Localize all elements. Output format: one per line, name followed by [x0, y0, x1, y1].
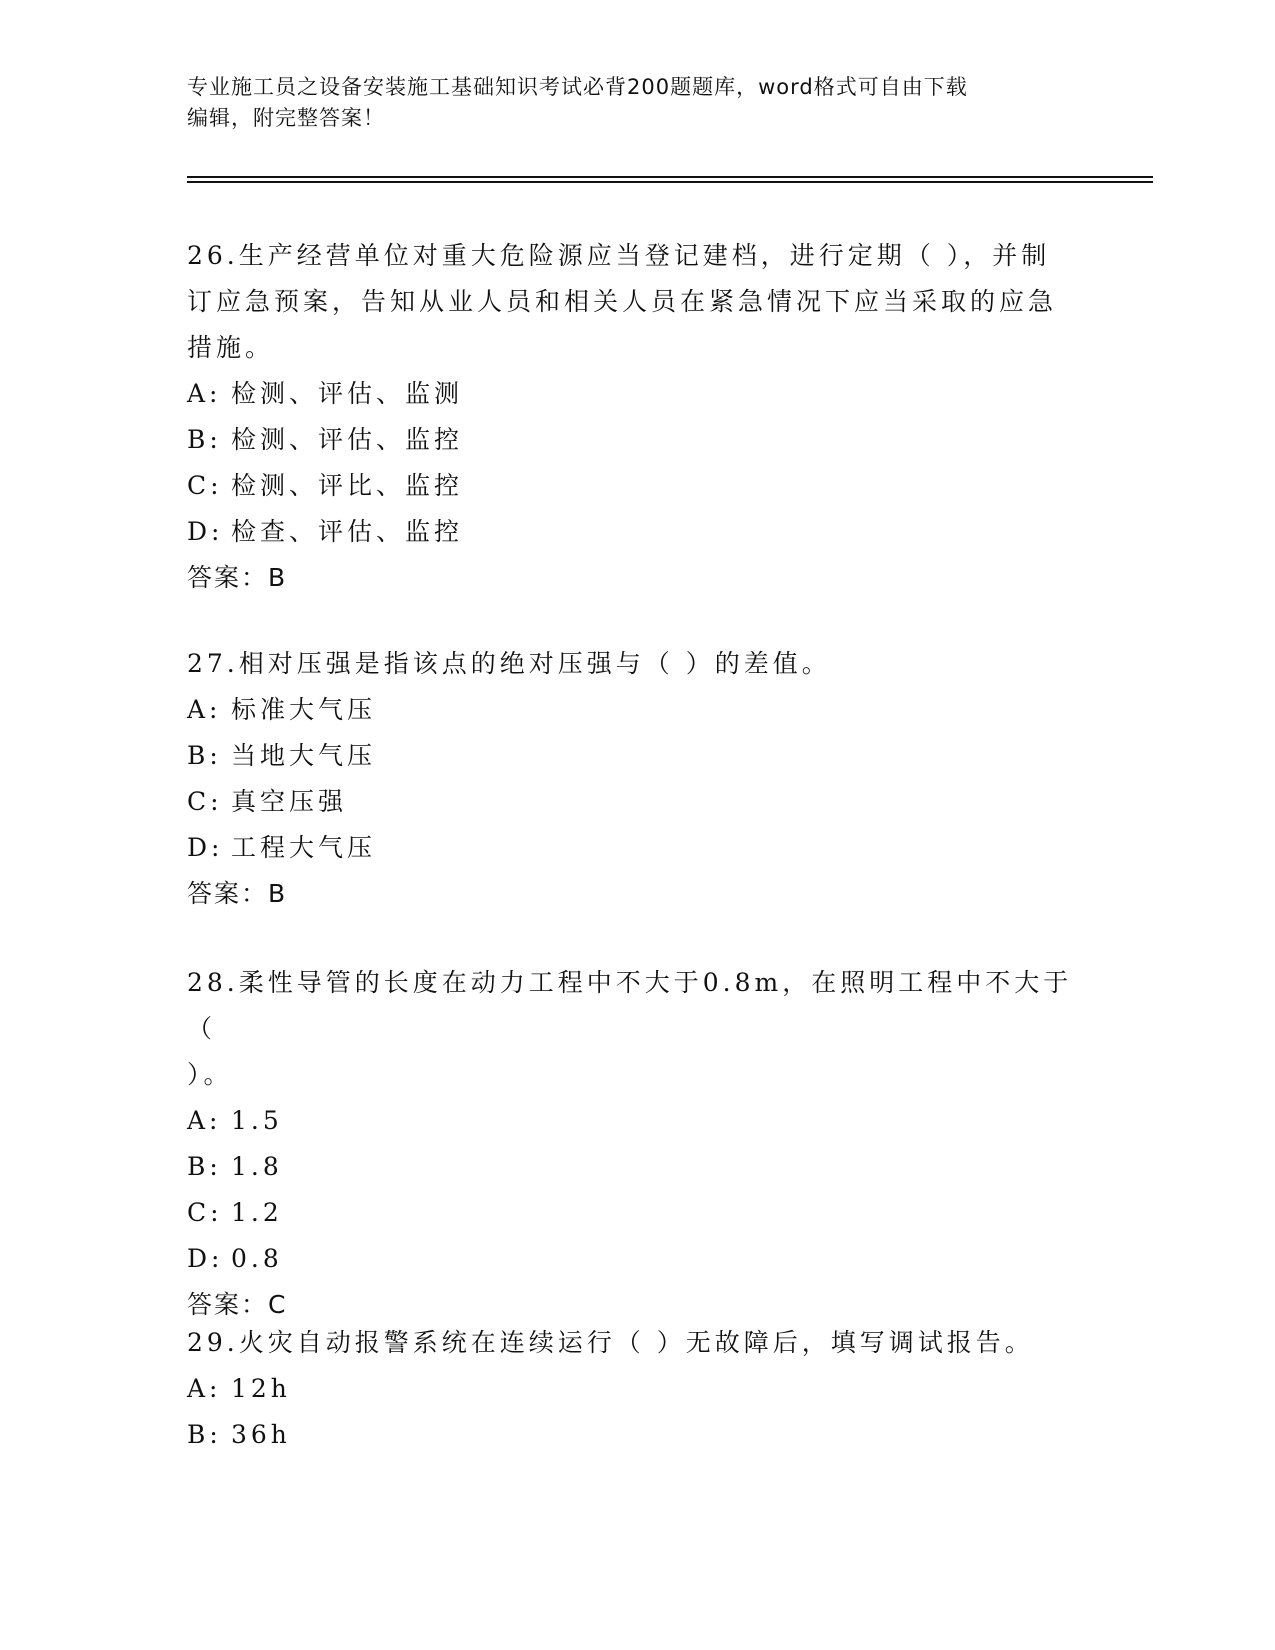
option-d: [187, 825, 1087, 871]
question-28: [187, 960, 1087, 1328]
option-a: [187, 1098, 1087, 1144]
option-text: 标准大气压: [231, 695, 377, 724]
option-text: 检测、评估、监测: [231, 379, 464, 408]
option-text: 1.2: [231, 1198, 283, 1227]
option-d: [187, 1236, 1087, 1282]
option-key: B:: [187, 1152, 222, 1181]
option-text: 检查、评估、监控: [231, 517, 464, 546]
option-text: 工程大气压: [231, 833, 377, 862]
option-text: 检测、评比、监控: [231, 471, 464, 500]
header-divider-bottom: [187, 181, 1153, 183]
header-title-line-2: 编辑，附完整答案！: [187, 106, 385, 130]
question-27: [187, 641, 1087, 917]
option-key: B:: [187, 741, 222, 770]
option-text: 当地大气压: [231, 741, 377, 770]
option-key: A:: [187, 1106, 222, 1135]
question-26: [187, 233, 1087, 601]
option-key: B:: [187, 1420, 222, 1449]
option-key: B:: [187, 425, 222, 454]
question-stem-line: 29.火灾自动报警系统在连续运行（ ）无故障后，填写调试报告。: [187, 1328, 1034, 1357]
option-key: C:: [187, 1198, 223, 1227]
document-header: [187, 72, 1087, 134]
question-stem-line: 订应急预案，告知从业人员和相关人员在紧急情况下应当采取的应急: [187, 287, 1058, 316]
option-b: [187, 417, 1087, 463]
question-stem-line: 28.柔性导管的长度在动力工程中不大于0.8m，在照明工程中不大于（: [187, 968, 1073, 1043]
option-key: D:: [187, 517, 224, 546]
option-a: [187, 1366, 1087, 1412]
option-key: A:: [187, 695, 222, 724]
question-29: [187, 1320, 1087, 1458]
option-c: [187, 1190, 1087, 1236]
option-b: [187, 1412, 1087, 1458]
option-b: [187, 1144, 1087, 1190]
question-stem-line: 措施。: [187, 333, 275, 362]
option-key: C:: [187, 471, 223, 500]
option-key: A:: [187, 1374, 222, 1403]
option-text: 0.8: [231, 1244, 283, 1273]
option-d: [187, 509, 1087, 555]
answer-line: 答案：B: [187, 563, 288, 592]
option-a: [187, 687, 1087, 733]
option-a: [187, 371, 1087, 417]
option-key: D:: [187, 1244, 224, 1273]
option-c: [187, 463, 1087, 509]
option-c: [187, 779, 1087, 825]
option-b: [187, 733, 1087, 779]
option-text: 12h: [231, 1374, 291, 1403]
option-text: 1.8: [231, 1152, 283, 1181]
option-key: A:: [187, 379, 222, 408]
answer-line: 答案：C: [187, 1290, 288, 1319]
option-text: 1.5: [231, 1106, 283, 1135]
header-divider-top: [187, 176, 1153, 178]
question-stem-line: ）。: [187, 1060, 233, 1089]
option-key: C:: [187, 787, 223, 816]
option-text: 真空压强: [231, 787, 348, 816]
answer-line: 答案：B: [187, 879, 288, 908]
question-stem-line: 27.相对压强是指该点的绝对压强与（ ）的差值。: [187, 649, 831, 678]
question-stem-line: 26.生产经营单位对重大危险源应当登记建档，进行定期（ ），并制: [187, 241, 1051, 270]
option-text: 36h: [231, 1420, 291, 1449]
option-key: D:: [187, 833, 224, 862]
header-title-line-1: 专业施工员之设备安装施工基础知识考试必背200题题库，word格式可自由下载: [187, 75, 968, 99]
option-text: 检测、评估、监控: [231, 425, 464, 454]
